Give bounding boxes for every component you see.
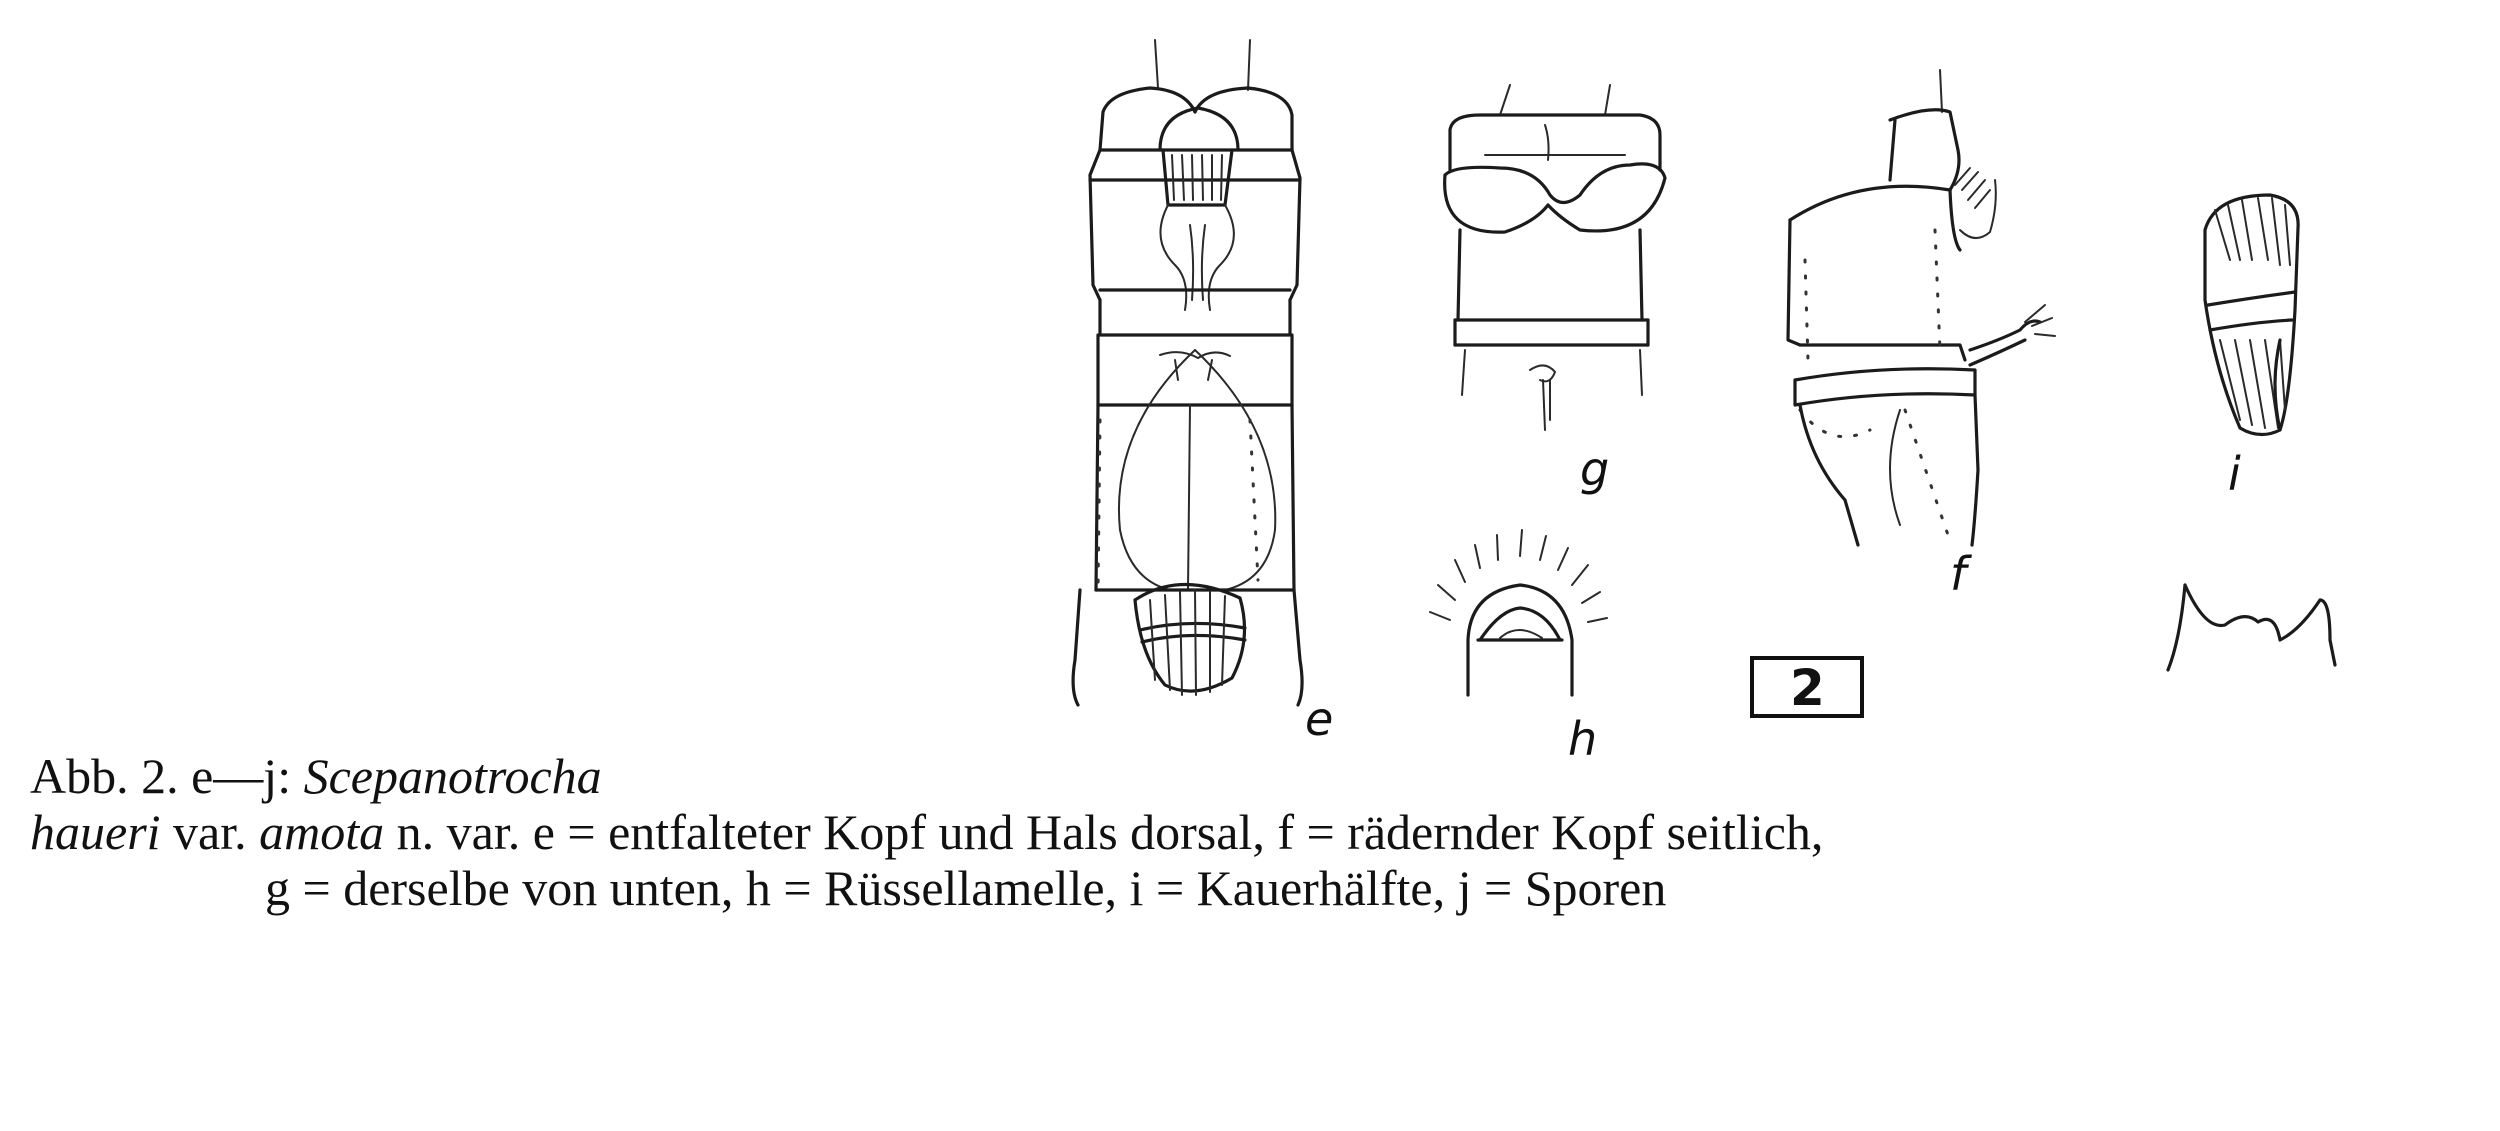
scale-box-number: 2 bbox=[1790, 659, 1825, 717]
caption-species: haueri bbox=[30, 804, 161, 860]
drawing-g bbox=[1445, 85, 1665, 430]
label-i: i bbox=[2228, 447, 2241, 501]
caption-varname: amota bbox=[259, 804, 385, 860]
drawing-f bbox=[1788, 70, 2055, 545]
drawing-j bbox=[2168, 585, 2335, 670]
caption-line-2-rest: n. var. e = entfalteter Kopf und Hals dorsal, f = rädernder Kopf seitlich, bbox=[384, 804, 1824, 860]
caption-line-3: g = derselbe von unten, h = Rüssellamelle, i = Kauerhälfte, j = Sporen bbox=[265, 860, 1667, 916]
figure-caption bbox=[30, 748, 2470, 916]
drawing-i bbox=[2205, 195, 2298, 435]
caption-line-2 bbox=[30, 804, 2470, 860]
label-h: h bbox=[1568, 712, 1598, 766]
label-f: f bbox=[1950, 547, 1967, 601]
label-e: e bbox=[1305, 692, 1334, 746]
drawing-e bbox=[1073, 40, 1302, 705]
label-g: g bbox=[1580, 442, 1610, 496]
drawing-h bbox=[1430, 530, 1607, 695]
caption-prefix: Abb. 2. e—j: bbox=[30, 748, 304, 804]
caption-genus: Scepanotrocha bbox=[303, 748, 602, 804]
caption-line-1 bbox=[30, 748, 2470, 804]
caption-var: var. bbox=[160, 804, 260, 860]
